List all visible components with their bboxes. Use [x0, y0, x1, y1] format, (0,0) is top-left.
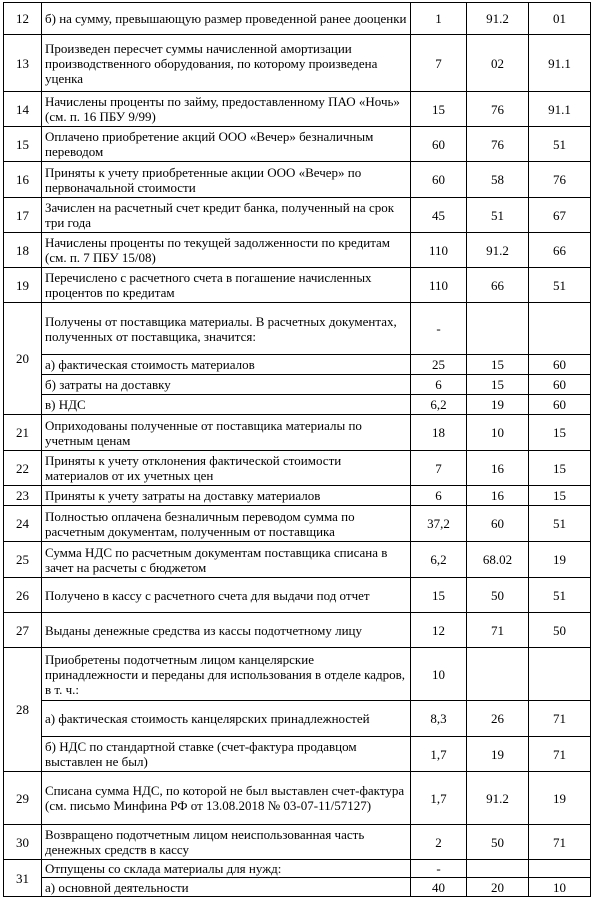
credit-account: 71 — [529, 701, 591, 737]
debit-account: 02 — [467, 35, 529, 92]
debit-account: 19 — [467, 737, 529, 772]
debit-account: 16 — [467, 451, 529, 486]
credit-account: 60 — [529, 375, 591, 395]
entry-number: 24 — [4, 506, 42, 542]
table-row — [4, 772, 591, 825]
entry-description: Получены от поставщика материалы. В расчетных документах, полученных от поставщика, значится: — [42, 303, 411, 355]
credit-account: 19 — [529, 542, 591, 578]
table-row — [4, 3, 591, 35]
credit-account — [529, 303, 591, 355]
entry-sub-description: б) затраты на доставку — [42, 375, 411, 395]
entry-amount: 110 — [411, 233, 467, 268]
table-row — [4, 35, 591, 92]
debit-account: 76 — [467, 92, 529, 127]
credit-account — [529, 860, 591, 878]
table-row — [4, 486, 591, 506]
credit-account: 19 — [529, 772, 591, 825]
entry-number: 27 — [4, 613, 42, 648]
entry-description: Отпущены со склада материалы для нужд: — [42, 860, 411, 878]
entry-number: 16 — [4, 162, 42, 198]
entry-amount: 6,2 — [411, 395, 467, 415]
entry-description: Приобретены подотчетным лицом канцелярские принадлежности и переданы для использования в отделе кадров, в т. ч.: — [42, 648, 411, 701]
debit-account: 15 — [467, 355, 529, 375]
debit-account: 20 — [467, 878, 529, 897]
entry-amount: 15 — [411, 92, 467, 127]
entry-description: Зачислен на расчетный счет кредит банка, полученный на срок три года — [42, 198, 411, 233]
posting-ledger-table — [3, 2, 591, 897]
credit-account: 67 — [529, 198, 591, 233]
entry-description: Получено в кассу с расчетного счета для выдачи под отчет — [42, 578, 411, 613]
entry-number: 30 — [4, 825, 42, 860]
entry-amount: - — [411, 860, 467, 878]
entry-description: Списана сумма НДС, по которой не был выставлен счет-фактура (см. письмо Минфина РФ от 13.08.2018 № 03-07-11/57127) — [42, 772, 411, 825]
credit-account: 15 — [529, 415, 591, 451]
table-row — [4, 506, 591, 542]
entry-description: Приняты к учету затраты на доставку материалов — [42, 486, 411, 506]
entry-amount: 1,7 — [411, 772, 467, 825]
credit-account: 51 — [529, 268, 591, 303]
entry-description: Оплачено приобретение акций ООО «Вечер» безналичным переводом — [42, 127, 411, 162]
entry-number: 15 — [4, 127, 42, 162]
credit-account: 51 — [529, 127, 591, 162]
table-row — [4, 578, 591, 613]
entry-number: 17 — [4, 198, 42, 233]
entry-amount: 110 — [411, 268, 467, 303]
entry-sub-description: б) НДС по стандартной ставке (счет-фактура продавцом выставлен не был) — [42, 737, 411, 772]
entry-description: Приняты к учету отклонения фактической стоимости материалов от их учетных цен — [42, 451, 411, 486]
entry-amount: 60 — [411, 162, 467, 198]
debit-account: 76 — [467, 127, 529, 162]
table-row — [4, 127, 591, 162]
debit-account: 91.2 — [467, 233, 529, 268]
entry-description: Выданы денежные средства из кассы подотчетному лицу — [42, 613, 411, 648]
debit-account: 51 — [467, 198, 529, 233]
entry-number: 14 — [4, 92, 42, 127]
entry-number: 19 — [4, 268, 42, 303]
table-subrow — [4, 375, 591, 395]
entry-amount: 10 — [411, 648, 467, 701]
credit-account: 71 — [529, 825, 591, 860]
credit-account: 60 — [529, 355, 591, 375]
table-row — [4, 92, 591, 127]
entry-amount: - — [411, 303, 467, 355]
entry-number: 26 — [4, 578, 42, 613]
entry-amount: 8,3 — [411, 701, 467, 737]
entry-amount: 6 — [411, 375, 467, 395]
table-subrow — [4, 701, 591, 737]
debit-account: 50 — [467, 825, 529, 860]
entry-description: Приняты к учету приобретенные акции ООО «Вечер» по первоначальной стоимости — [42, 162, 411, 198]
entry-sub-description: в) НДС — [42, 395, 411, 415]
entry-amount: 1 — [411, 3, 467, 35]
credit-account: 50 — [529, 613, 591, 648]
entry-number: 31 — [4, 860, 42, 897]
entry-amount: 40 — [411, 878, 467, 897]
entry-amount: 12 — [411, 613, 467, 648]
table-row — [4, 613, 591, 648]
entry-amount: 7 — [411, 451, 467, 486]
entry-number: 21 — [4, 415, 42, 451]
table-row — [4, 162, 591, 198]
entry-number: 20 — [4, 303, 42, 415]
table-row — [4, 825, 591, 860]
table-row — [4, 648, 591, 701]
entry-number: 22 — [4, 451, 42, 486]
entry-description: Возвращено подотчетным лицом неиспользованная часть денежных средств в кассу — [42, 825, 411, 860]
credit-account: 76 — [529, 162, 591, 198]
debit-account: 50 — [467, 578, 529, 613]
debit-account: 15 — [467, 375, 529, 395]
entry-number: 28 — [4, 648, 42, 772]
debit-account: 58 — [467, 162, 529, 198]
credit-account: 10 — [529, 878, 591, 897]
entry-amount: 7 — [411, 35, 467, 92]
entry-amount: 25 — [411, 355, 467, 375]
entry-amount: 6,2 — [411, 542, 467, 578]
table-subrow — [4, 395, 591, 415]
debit-account: 71 — [467, 613, 529, 648]
debit-account: 68.02 — [467, 542, 529, 578]
table-subrow — [4, 878, 591, 897]
credit-account: 15 — [529, 486, 591, 506]
entry-number: 25 — [4, 542, 42, 578]
entry-amount: 37,2 — [411, 506, 467, 542]
debit-account: 66 — [467, 268, 529, 303]
entry-sub-description: а) основной деятельности — [42, 878, 411, 897]
credit-account: 01 — [529, 3, 591, 35]
entry-description: Сумма НДС по расчетным документам поставщика списана в зачет на расчеты с бюджетом — [42, 542, 411, 578]
entry-description: Полностью оплачена безналичным переводом сумма по расчетным документам, полученным от поставщика — [42, 506, 411, 542]
table-row — [4, 268, 591, 303]
credit-account: 91.1 — [529, 92, 591, 127]
entry-number: 18 — [4, 233, 42, 268]
credit-account: 51 — [529, 506, 591, 542]
table-row — [4, 198, 591, 233]
entry-amount: 6 — [411, 486, 467, 506]
entry-sub-description: а) фактическая стоимость материалов — [42, 355, 411, 375]
entry-number: 23 — [4, 486, 42, 506]
ledger-body — [4, 3, 591, 897]
entry-description: б) на сумму, превышающую размер проведенной ранее дооценки — [42, 3, 411, 35]
entry-amount: 18 — [411, 415, 467, 451]
entry-number: 29 — [4, 772, 42, 825]
entry-amount: 45 — [411, 198, 467, 233]
debit-account: 19 — [467, 395, 529, 415]
entry-description: Перечислено с расчетного счета в погашение начисленных процентов по кредитам — [42, 268, 411, 303]
credit-account: 51 — [529, 578, 591, 613]
table-subrow — [4, 737, 591, 772]
entry-amount: 60 — [411, 127, 467, 162]
credit-account: 66 — [529, 233, 591, 268]
table-row — [4, 451, 591, 486]
entry-amount: 15 — [411, 578, 467, 613]
entry-amount: 2 — [411, 825, 467, 860]
entry-description: Произведен пересчет суммы начисленной амортизации производственного оборудования, по которому произведена уценка — [42, 35, 411, 92]
debit-account: 91.2 — [467, 3, 529, 35]
table-row — [4, 303, 591, 355]
debit-account: 16 — [467, 486, 529, 506]
table-row — [4, 415, 591, 451]
table-row — [4, 542, 591, 578]
debit-account: 91.2 — [467, 772, 529, 825]
credit-account: 60 — [529, 395, 591, 415]
entry-description: Начислены проценты по текущей задолженности по кредитам (см. п. 7 ПБУ 15/08) — [42, 233, 411, 268]
debit-account — [467, 303, 529, 355]
entry-amount: 1,7 — [411, 737, 467, 772]
credit-account: 71 — [529, 737, 591, 772]
debit-account: 26 — [467, 701, 529, 737]
table-row — [4, 860, 591, 878]
entry-description: Оприходованы полученные от поставщика материалы по учетным ценам — [42, 415, 411, 451]
debit-account — [467, 860, 529, 878]
entry-number: 13 — [4, 35, 42, 92]
credit-account: 15 — [529, 451, 591, 486]
credit-account: 91.1 — [529, 35, 591, 92]
debit-account: 10 — [467, 415, 529, 451]
credit-account — [529, 648, 591, 701]
table-row — [4, 233, 591, 268]
debit-account: 60 — [467, 506, 529, 542]
entry-sub-description: а) фактическая стоимость канцелярских принадлежностей — [42, 701, 411, 737]
table-subrow — [4, 355, 591, 375]
entry-description: Начислены проценты по займу, предоставленному ПАО «Ночь» (см. п. 16 ПБУ 9/99) — [42, 92, 411, 127]
debit-account — [467, 648, 529, 701]
entry-number: 12 — [4, 3, 42, 35]
